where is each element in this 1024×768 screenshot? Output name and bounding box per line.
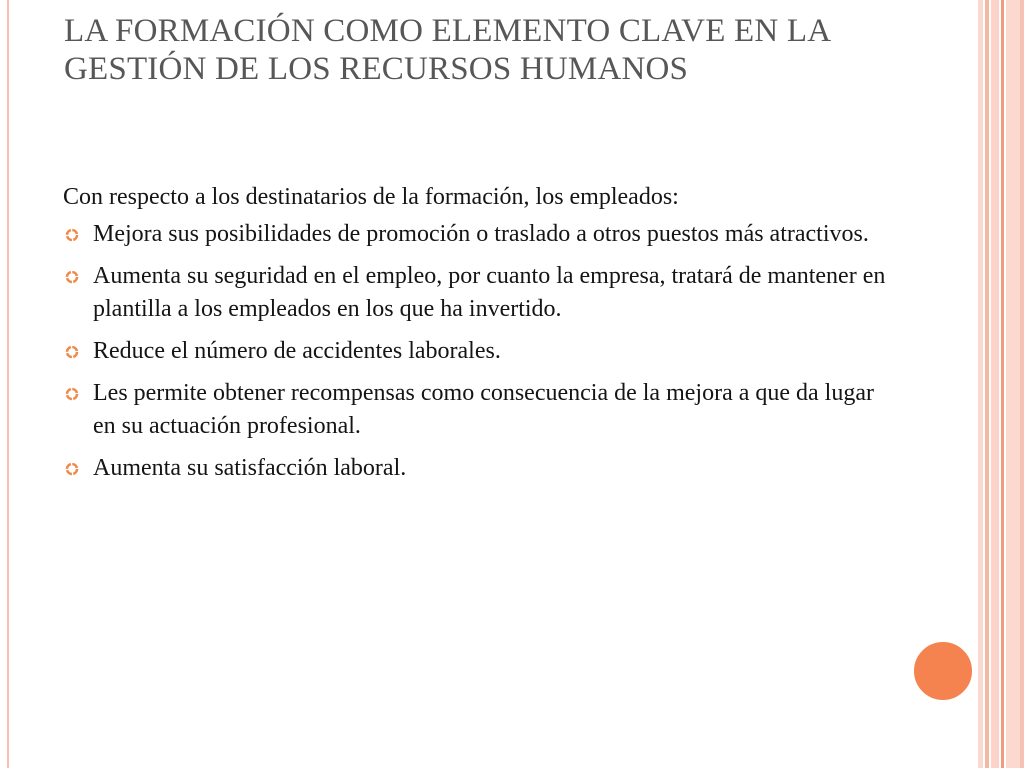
- right-decor-stripe: [978, 0, 983, 768]
- list-item-text: Mejora sus posibilidades de promoción o traslado a otros puestos más atractivos.: [93, 221, 869, 247]
- right-decor-stripe: [985, 0, 989, 768]
- left-border-line: [7, 0, 9, 768]
- decorative-circle: [912, 640, 974, 702]
- list-item: [63, 377, 893, 443]
- intro-text: Con respecto a los destinatarios de la formación, los empleados:: [63, 184, 679, 210]
- bullet-list: [63, 218, 893, 485]
- list-item-text: Reduce el número de accidentes laborales.: [93, 338, 501, 364]
- right-decor-stripe: [1001, 0, 1004, 768]
- list-item: [63, 218, 893, 251]
- list-item-text: Aumenta su satisfacción laboral.: [93, 455, 407, 481]
- bullet-icon: [65, 462, 79, 476]
- bullet-icon: [65, 387, 79, 401]
- list-item-text: Les permite obtener recompensas como consecuencia de la mejora a que da lugar en su actuación profesional.: [93, 380, 874, 439]
- list-item: [63, 260, 893, 326]
- list-item: [63, 335, 893, 368]
- list-item: [63, 452, 893, 485]
- slide-body: [63, 181, 893, 494]
- bullet-icon: [65, 228, 79, 242]
- right-decor-stripe: [991, 0, 999, 768]
- slide-title: LA FORMACIÓN COMO ELEMENTO CLAVE EN LA GESTIÓN DE LOS RECURSOS HUMANOS: [64, 13, 830, 87]
- bullet-icon: [65, 270, 79, 284]
- right-decor-stripe: [1020, 0, 1024, 768]
- list-item-text: Aumenta su seguridad en el empleo, por cuanto la empresa, tratará de mantener en plantilla a los empleados en los que ha invertido.: [93, 263, 886, 322]
- bullet-icon: [65, 345, 79, 359]
- right-decor-stripe: [1006, 0, 1020, 768]
